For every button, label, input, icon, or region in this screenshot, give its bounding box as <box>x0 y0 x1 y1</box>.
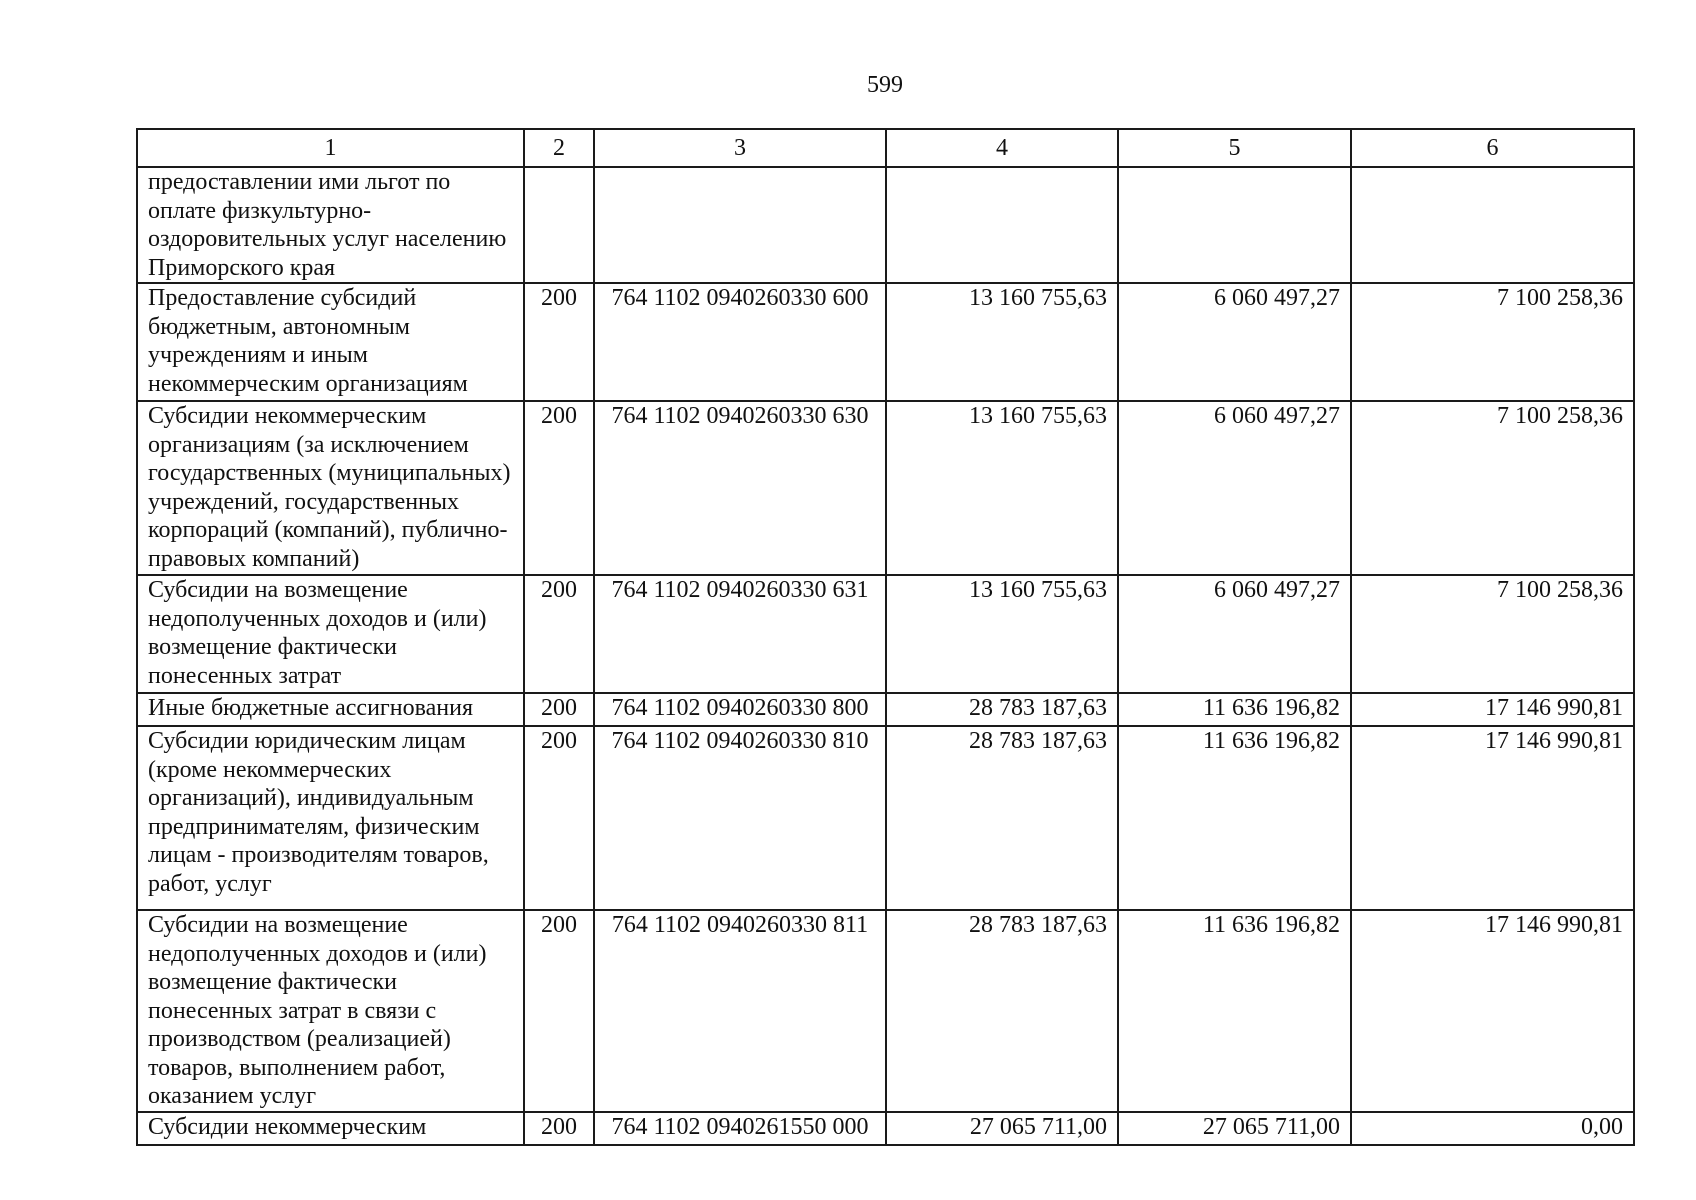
page-number: 599 <box>867 72 903 98</box>
table-row <box>137 726 1634 910</box>
row-col2 <box>524 167 594 283</box>
column-header-5: 5 <box>1118 129 1351 167</box>
column-header-3: 3 <box>594 129 886 167</box>
row-value-6: 17 146 990,81 <box>1351 693 1634 726</box>
row-value-4: 28 783 187,63 <box>886 726 1118 910</box>
row-col2: 200 <box>524 283 594 401</box>
row-value-4: 13 160 755,63 <box>886 575 1118 693</box>
row-code: 764 1102 0940260330 600 <box>594 283 886 401</box>
row-value-5: 6 060 497,27 <box>1118 575 1351 693</box>
row-value-5: 6 060 497,27 <box>1118 283 1351 401</box>
row-name: предоставлении ими льгот по оплате физкультурно-оздоровительных услуг населению Приморского края <box>137 167 524 283</box>
row-code: 764 1102 0940260330 811 <box>594 910 886 1112</box>
row-col2: 200 <box>524 575 594 693</box>
row-code: 764 1102 0940260330 631 <box>594 575 886 693</box>
row-col2: 200 <box>524 401 594 575</box>
row-code: 764 1102 0940260330 810 <box>594 726 886 910</box>
row-value-6: 17 146 990,81 <box>1351 910 1634 1112</box>
row-name: Иные бюджетные ассигнования <box>137 693 524 726</box>
row-value-5: 27 065 711,00 <box>1118 1112 1351 1145</box>
row-value-5: 6 060 497,27 <box>1118 401 1351 575</box>
row-value-5: 11 636 196,82 <box>1118 693 1351 726</box>
row-code <box>594 167 886 283</box>
row-value-4: 13 160 755,63 <box>886 401 1118 575</box>
row-value-6: 7 100 258,36 <box>1351 575 1634 693</box>
budget-table <box>136 128 1635 1146</box>
row-name: Субсидии некоммерческим <box>137 1112 524 1145</box>
row-name: Предоставление субсидий бюджетным, автономным учреждениям и иным некоммерческим организациям <box>137 283 524 401</box>
column-header-1: 1 <box>137 129 524 167</box>
row-value-4: 13 160 755,63 <box>886 283 1118 401</box>
table-row <box>137 910 1634 1112</box>
row-col2: 200 <box>524 910 594 1112</box>
row-value-4 <box>886 167 1118 283</box>
row-value-4: 28 783 187,63 <box>886 693 1118 726</box>
row-value-5: 11 636 196,82 <box>1118 910 1351 1112</box>
header-row <box>137 129 1634 167</box>
column-header-6: 6 <box>1351 129 1634 167</box>
row-value-4: 28 783 187,63 <box>886 910 1118 1112</box>
column-header-2: 2 <box>524 129 594 167</box>
row-name: Субсидии на возмещение недополученных доходов и (или) возмещение фактически понесенных затрат в связи с производством (реализацией) товаров, выполнением работ, оказанием услуг <box>137 910 524 1112</box>
row-col2: 200 <box>524 726 594 910</box>
table-row <box>137 693 1634 726</box>
row-code: 764 1102 0940260330 800 <box>594 693 886 726</box>
row-col2: 200 <box>524 1112 594 1145</box>
row-value-6: 7 100 258,36 <box>1351 401 1634 575</box>
table-row <box>137 1112 1634 1145</box>
table-row <box>137 167 1634 283</box>
row-name: Субсидии на возмещение недополученных доходов и (или) возмещение фактически понесенных затрат <box>137 575 524 693</box>
row-code: 764 1102 0940261550 000 <box>594 1112 886 1145</box>
row-value-5: 11 636 196,82 <box>1118 726 1351 910</box>
row-value-6 <box>1351 167 1634 283</box>
table-row <box>137 283 1634 401</box>
row-value-6: 7 100 258,36 <box>1351 283 1634 401</box>
table-row <box>137 401 1634 575</box>
row-name: Субсидии юридическим лицам (кроме некоммерческих организаций), индивидуальным предпринимателям, физическим лицам - производителям товаров, работ, услуг <box>137 726 524 910</box>
row-col2: 200 <box>524 693 594 726</box>
row-name: Субсидии некоммерческим организациям (за исключением государственных (муниципальных) учреждений, государственных корпораций (компаний), публично-правовых компаний) <box>137 401 524 575</box>
table-row <box>137 575 1634 693</box>
column-header-4: 4 <box>886 129 1118 167</box>
row-value-6: 17 146 990,81 <box>1351 726 1634 910</box>
row-value-6: 0,00 <box>1351 1112 1634 1145</box>
row-code: 764 1102 0940260330 630 <box>594 401 886 575</box>
row-value-4: 27 065 711,00 <box>886 1112 1118 1145</box>
row-value-5 <box>1118 167 1351 283</box>
